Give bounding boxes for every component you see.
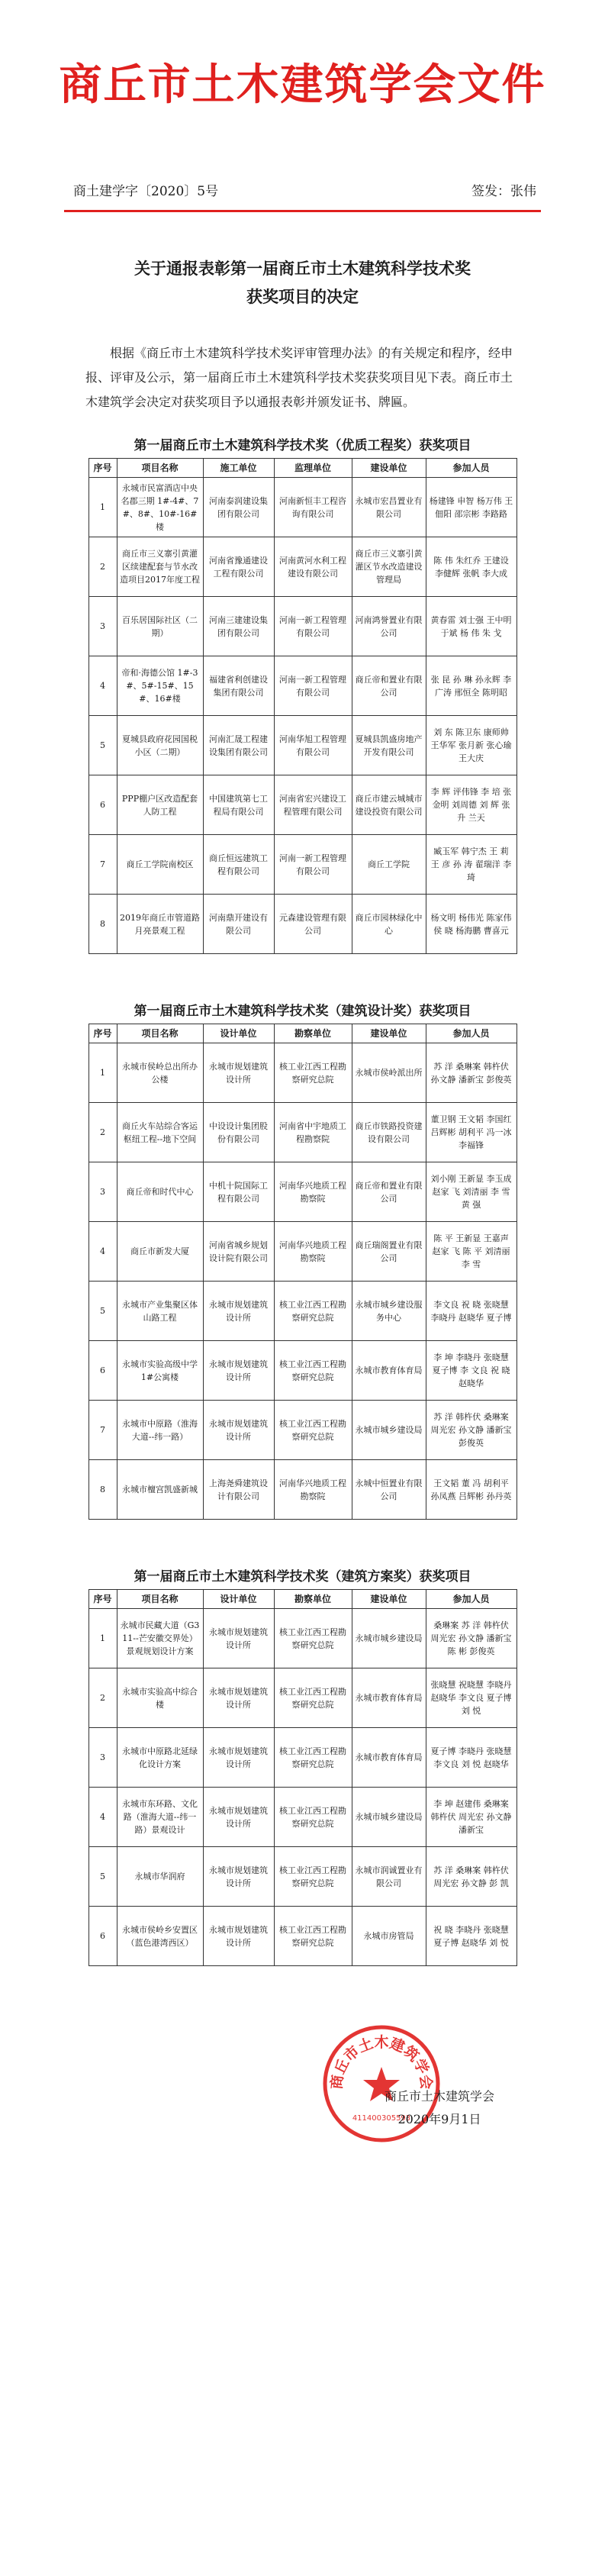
table-3-title: 第一届商丘市土木建筑科学技术奖（建筑方案奖）获奖项目	[134, 1569, 471, 1585]
seal-number: 411400305593	[352, 2114, 411, 2123]
column-header: 建设单位	[352, 1024, 426, 1043]
table-cell: 永城市润诚置业有限公司	[352, 1847, 426, 1907]
table-row	[88, 1341, 517, 1401]
table-cell: PPP棚户区改造配套人防工程	[117, 775, 203, 835]
table-cell: 4	[88, 656, 117, 716]
column-header: 序号	[88, 459, 117, 478]
table-cell: 永城市规划建筑设计所	[203, 1847, 274, 1907]
table-cell: 商丘工学院	[352, 835, 426, 895]
table-cell: 河南汇晟工程建设集团有限公司	[203, 716, 274, 775]
table-cell: 8	[88, 1460, 117, 1520]
table-cell: 核工业江西工程勘察研究总院	[274, 1043, 352, 1103]
table-cell: 永城市城乡建设局	[352, 1609, 426, 1668]
table-cell: 河南一新工程管理有限公司	[274, 597, 352, 656]
red-header-title: 商丘市土木建筑学会文件	[59, 60, 546, 110]
table-cell: 永城市城乡建设局	[352, 1788, 426, 1847]
table-row	[88, 1668, 517, 1728]
table-cell: 商丘火车站综合客运枢纽工程--地下空间	[117, 1103, 203, 1162]
table-cell: 刘小刚 王新显 李玉成 赵家 飞 刘清丽 李 雪 黄 强	[426, 1162, 517, 1222]
table-cell: 永城市房管局	[352, 1907, 426, 1966]
table-row	[88, 1907, 517, 1966]
table-row	[88, 1162, 517, 1222]
table-cell: 杨文明 杨伟光 陈家伟 侯 晓 杨海鹏 曹喜元	[426, 895, 517, 954]
table-cell: 商丘市新发大厦	[117, 1222, 203, 1282]
table-cell: 董卫钢 王文韬 李国红 吕辉彬 胡利平 冯一冰 李福锋	[426, 1103, 517, 1162]
table-cell: 河南新恒丰工程咨询有限公司	[274, 478, 352, 537]
table-cell: 河南华兴地质工程勘察院	[274, 1222, 352, 1282]
table-cell: 核工业江西工程勘察研究总院	[274, 1282, 352, 1341]
table-cell: 永城市教育体育局	[352, 1341, 426, 1401]
table-cell: 黄春雷 刘士强 王中明 于斌 杨 伟 朱 戈	[426, 597, 517, 656]
award-table	[88, 458, 517, 954]
table-2-title: 第一届商丘市土木建筑科学技术奖（建筑设计奖）获奖项目	[134, 1004, 471, 1019]
table-cell: 商丘瑞阁置业有限公司	[352, 1222, 426, 1282]
table-row	[88, 1460, 517, 1520]
table-cell: 3	[88, 597, 117, 656]
table-cell: 河南省城乡规划设计院有限公司	[203, 1222, 274, 1282]
table-cell: 永城市侯岭派出所	[352, 1043, 426, 1103]
column-header: 参加人员	[426, 459, 517, 478]
table-cell: 苏 洋 韩杵伏 桑琳案 周光宏 孙文静 潘新宝 彭俊英	[426, 1401, 517, 1460]
table-cell: 李文良 祝 晓 张晓慧 李晓丹 赵晓华 夏子博	[426, 1282, 517, 1341]
table-cell: 祝 晓 李晓丹 张晓慧 夏子博 赵晓华 刘 悦	[426, 1907, 517, 1966]
table-cell: 张 昆 孙 琳 孙永辉 李广涛 邢恒全 陈明昭	[426, 656, 517, 716]
column-header: 监理单位	[274, 459, 352, 478]
table-cell: 永城市规划建筑设计所	[203, 1788, 274, 1847]
title-line-2: 获奖项目的决定	[246, 287, 359, 306]
table-cell: 河南华兴地质工程勘察院	[274, 1162, 352, 1222]
table-cell: 永城市中原路北延绿化设计方案	[117, 1728, 203, 1788]
table-row	[88, 1222, 517, 1282]
table-cell: 王文韬 董 冯 胡利平 孙凤燕 吕辉彬 孙丹英	[426, 1460, 517, 1520]
table-cell: 帝和·海德公馆 1#-3#、5#-15#、15#、16#楼	[117, 656, 203, 716]
table-cell: 永城市城乡建设服务中心	[352, 1282, 426, 1341]
table-cell: 核工业江西工程勘察研究总院	[274, 1609, 352, 1668]
table-cell: 永城市侯岭乡安置区（蓝色港湾西区）	[117, 1907, 203, 1966]
table-cell: 河南三建建设集团有限公司	[203, 597, 274, 656]
table-row	[88, 1609, 517, 1668]
table-cell: 永城市东环路、文化路（淮海大道--纬一路）景观设计	[117, 1788, 203, 1847]
table-cell: 永城市华润府	[117, 1847, 203, 1907]
table-cell: 核工业江西工程勘察研究总院	[274, 1907, 352, 1966]
table-row	[88, 478, 517, 537]
signing-organization: 商丘市土木建筑学会	[384, 2089, 494, 2104]
column-header: 设计单位	[203, 1590, 274, 1609]
table-cell: 中机十院国际工程有限公司	[203, 1162, 274, 1222]
table-cell: 陈 平 王新显 王嘉声 赵家 飞 陈 平 刘清丽 李 雪	[426, 1222, 517, 1282]
table-row	[88, 1788, 517, 1847]
table-cell: 3	[88, 1728, 117, 1788]
table-cell: 商丘市三义寨引黄灌区节水改造建设管理局	[352, 537, 426, 597]
table-cell: 河南黄河水利工程建设有限公司	[274, 537, 352, 597]
announcement-paragraph: 根据《商丘市土木建筑科学技术奖评审管理办法》的有关规定和程序，经申报、评审及公示，第一届商丘市土木建筑科学技术奖获奖项目见下表。商丘市土木建筑学会决定对获奖项目予以通报表彰并颁发证书、牌匾。	[85, 346, 513, 409]
table-cell: 永城市教育体育局	[352, 1668, 426, 1728]
table-cell: 河南省宏兴建设工程管理有限公司	[274, 775, 352, 835]
table-section-3	[0, 1565, 605, 1966]
table-cell: 河南一新工程管理有限公司	[274, 656, 352, 716]
table-cell: 永城市规划建筑设计所	[203, 1341, 274, 1401]
table-cell: 永城市民藏大道（G311--芒安徽交界处）景观规划设计方案	[117, 1609, 203, 1668]
table-header-row	[88, 459, 517, 478]
table-row	[88, 775, 517, 835]
table-cell: 永城市教育体育局	[352, 1728, 426, 1788]
table-cell: 河南省豫通建设工程有限公司	[203, 537, 274, 597]
table-cell: 核工业江西工程勘察研究总院	[274, 1401, 352, 1460]
table-cell: 夏子博 李晓丹 张晓慧 李文良 刘 悦 赵晓华	[426, 1728, 517, 1788]
column-header: 项目名称	[117, 1024, 203, 1043]
table-cell: 张晓慧 祝晓慧 李晓丹 赵晓华 李文良 夏子博 刘 悦	[426, 1668, 517, 1728]
seal-text: 商丘市土木建筑学会	[328, 2034, 435, 2091]
column-header: 参加人员	[426, 1590, 517, 1609]
table-cell: 永城市檀宫凯盛新城	[117, 1460, 203, 1520]
table-cell: 苏 洋 桑琳案 韩杵伏 孙文静 潘新宝 彭俊英	[426, 1043, 517, 1103]
table-cell: 永城市规划建筑设计所	[203, 1907, 274, 1966]
table-cell: 李 坤 李晓丹 张晓慧 夏子博 李 文良 祝 晓 赵晓华	[426, 1341, 517, 1401]
table-cell: 桑琳案 苏 洋 韩杵伏 周光宏 孙文静 潘新宝 陈 彬 彭俊英	[426, 1609, 517, 1668]
table-cell: 4	[88, 1222, 117, 1282]
table-cell: 核工业江西工程勘察研究总院	[274, 1668, 352, 1728]
table-cell: 1	[88, 1043, 117, 1103]
column-header: 项目名称	[117, 1590, 203, 1609]
table-cell: 商丘市建云城城市建设投资有限公司	[352, 775, 426, 835]
table-cell: 中设设计集团股份有限公司	[203, 1103, 274, 1162]
table-cell: 永城市城乡建设局	[352, 1401, 426, 1460]
column-header: 建设单位	[352, 1590, 426, 1609]
table-cell: 河南鸿誉置业有限公司	[352, 597, 426, 656]
table-section-1	[0, 434, 605, 954]
table-cell: 永城市实验高级中学 1#公寓楼	[117, 1341, 203, 1401]
table-cell: 商丘市铁路投资建设有限公司	[352, 1103, 426, 1162]
column-header: 勘察单位	[274, 1590, 352, 1609]
issuer: 签发：张伟	[471, 184, 536, 199]
table-cell: 商丘工学院南校区	[117, 835, 203, 895]
document-meta	[73, 180, 536, 199]
table-cell: 永城市民富酒店中央名郡三期 1#-4#、7#、8#、10#-16#楼	[117, 478, 203, 537]
table-row	[88, 1043, 517, 1103]
column-header: 序号	[88, 1024, 117, 1043]
table-cell: 李 辉 评伟锋 李 培 张金明 刘周德 刘 辉 张升 兰天	[426, 775, 517, 835]
table-cell: 永城市中原路（淮海大道--纬一路）	[117, 1401, 203, 1460]
table-cell: 永城中恒置业有限公司	[352, 1460, 426, 1520]
signing-date: 2020年9月1日	[397, 2112, 481, 2126]
table-row	[88, 1847, 517, 1907]
column-header: 施工单位	[203, 459, 274, 478]
table-cell: 河南华旭工程管理有限公司	[274, 716, 352, 775]
table-cell: 3	[88, 1162, 117, 1222]
table-cell: 河南一新工程管理有限公司	[274, 835, 352, 895]
table-row	[88, 656, 517, 716]
table-cell: 永城市实验高中综合楼	[117, 1668, 203, 1728]
table-cell: 永城市规划建筑设计所	[203, 1282, 274, 1341]
table-cell: 2	[88, 537, 117, 597]
table-cell: 上海尧舜建筑设计有限公司	[203, 1460, 274, 1520]
table-cell: 百乐居国际社区（二期）	[117, 597, 203, 656]
table-cell: 7	[88, 1401, 117, 1460]
table-row	[88, 1728, 517, 1788]
table-cell: 李 坤 赵建伟 桑琳案 韩杵伏 周光宏 孙文静 潘新宝	[426, 1788, 517, 1847]
table-cell: 商丘恒远建筑工程有限公司	[203, 835, 274, 895]
table-cell: 5	[88, 1847, 117, 1907]
table-cell: 永城市规划建筑设计所	[203, 1609, 274, 1668]
column-header: 序号	[88, 1590, 117, 1609]
table-cell: 6	[88, 1907, 117, 1966]
table-1-title: 第一届商丘市土木建筑科学技术奖（优质工程奖）获奖项目	[134, 438, 471, 453]
document-footer	[0, 1997, 605, 2149]
column-header: 设计单位	[203, 1024, 274, 1043]
table-cell: 河南泰润建设集团有限公司	[203, 478, 274, 537]
table-cell: 6	[88, 1341, 117, 1401]
table-cell: 核工业江西工程勘察研究总院	[274, 1847, 352, 1907]
table-cell: 核工业江西工程勘察研究总院	[274, 1728, 352, 1788]
table-cell: 臧玉军 韩宁杰 王 莉 王 彦 孙 涛 翟瑞洋 李 琦	[426, 835, 517, 895]
table-cell: 5	[88, 716, 117, 775]
table-cell: 永城市宏昌置业有限公司	[352, 478, 426, 537]
table-row	[88, 716, 517, 775]
table-cell: 1	[88, 478, 117, 537]
table-cell: 永城市规划建筑设计所	[203, 1043, 274, 1103]
table-cell: 永城市规划建筑设计所	[203, 1728, 274, 1788]
table-cell: 7	[88, 835, 117, 895]
column-header: 建设单位	[352, 459, 426, 478]
table-header-row	[88, 1024, 517, 1043]
table-cell: 核工业江西工程勘察研究总院	[274, 1788, 352, 1847]
table-cell: 商丘帝和置业有限公司	[352, 656, 426, 716]
table-cell: 6	[88, 775, 117, 835]
table-cell: 商丘市园林绿化中心	[352, 895, 426, 954]
table-cell: 2	[88, 1103, 117, 1162]
table-cell: 永城市规划建筑设计所	[203, 1668, 274, 1728]
column-header: 参加人员	[426, 1024, 517, 1043]
table-cell: 永城市产业集聚区体山路工程	[117, 1282, 203, 1341]
table-cell: 2	[88, 1668, 117, 1728]
table-cell: 夏城县政府花园国税小区（二期）	[117, 716, 203, 775]
table-cell: 河南华兴地质工程勘察院	[274, 1460, 352, 1520]
table-cell: 中国建筑第七工程局有限公司	[203, 775, 274, 835]
title-line-1: 关于通报表彰第一届商丘市土木建筑科学技术奖	[134, 259, 471, 278]
award-table	[88, 1589, 517, 1966]
table-row	[88, 1282, 517, 1341]
table-row	[88, 537, 517, 597]
table-cell: 苏 洋 桑琳案 韩杵伏 周光宏 孙文静 彭 凯	[426, 1847, 517, 1907]
signature-block	[385, 2085, 494, 2131]
table-cell: 永城市侯岭总出所办公楼	[117, 1043, 203, 1103]
table-cell: 1	[88, 1609, 117, 1668]
table-cell: 河南鼎开建设有限公司	[203, 895, 274, 954]
table-section-2	[0, 1000, 605, 1520]
table-cell: 元森建设管理有限公司	[274, 895, 352, 954]
document-number: 商土建学字〔2020〕5号	[73, 184, 219, 199]
table-cell: 商丘市三义寨引黄灌区续建配套与节水改造项目2017年度工程	[117, 537, 203, 597]
table-row	[88, 1103, 517, 1162]
table-cell: 河南省中宇地质工程勘察院	[274, 1103, 352, 1162]
table-cell: 核工业江西工程勘察研究总院	[274, 1341, 352, 1401]
table-cell: 陈 伟 朱红乔 王建设 李健辉 张帆 李大成	[426, 537, 517, 597]
announcement-title	[0, 254, 605, 311]
table-cell: 商丘帝和时代中心	[117, 1162, 203, 1222]
table-cell: 2019年商丘市管道路月亮景观工程	[117, 895, 203, 954]
table-cell: 商丘帝和置业有限公司	[352, 1162, 426, 1222]
table-header-row	[88, 1590, 517, 1609]
table-cell: 4	[88, 1788, 117, 1847]
table-row	[88, 895, 517, 954]
table-cell: 永城市规划建筑设计所	[203, 1401, 274, 1460]
table-cell: 夏城县凯盛房地产开发有限公司	[352, 716, 426, 775]
table-row	[88, 597, 517, 656]
table-cell: 福建省利创建设集团有限公司	[203, 656, 274, 716]
table-cell: 杨建锋 申智 杨万伟 王佃阳 邵宗彬 李路路	[426, 478, 517, 537]
column-header: 项目名称	[117, 459, 203, 478]
table-cell: 5	[88, 1282, 117, 1341]
red-divider	[64, 210, 541, 212]
award-table	[88, 1024, 517, 1520]
table-row	[88, 1401, 517, 1460]
table-cell: 刘 东 陈卫东 康师帅 王华军 张月新 张心瑜 王大庆	[426, 716, 517, 775]
column-header: 勘察单位	[274, 1024, 352, 1043]
table-cell: 8	[88, 895, 117, 954]
table-row	[88, 835, 517, 895]
